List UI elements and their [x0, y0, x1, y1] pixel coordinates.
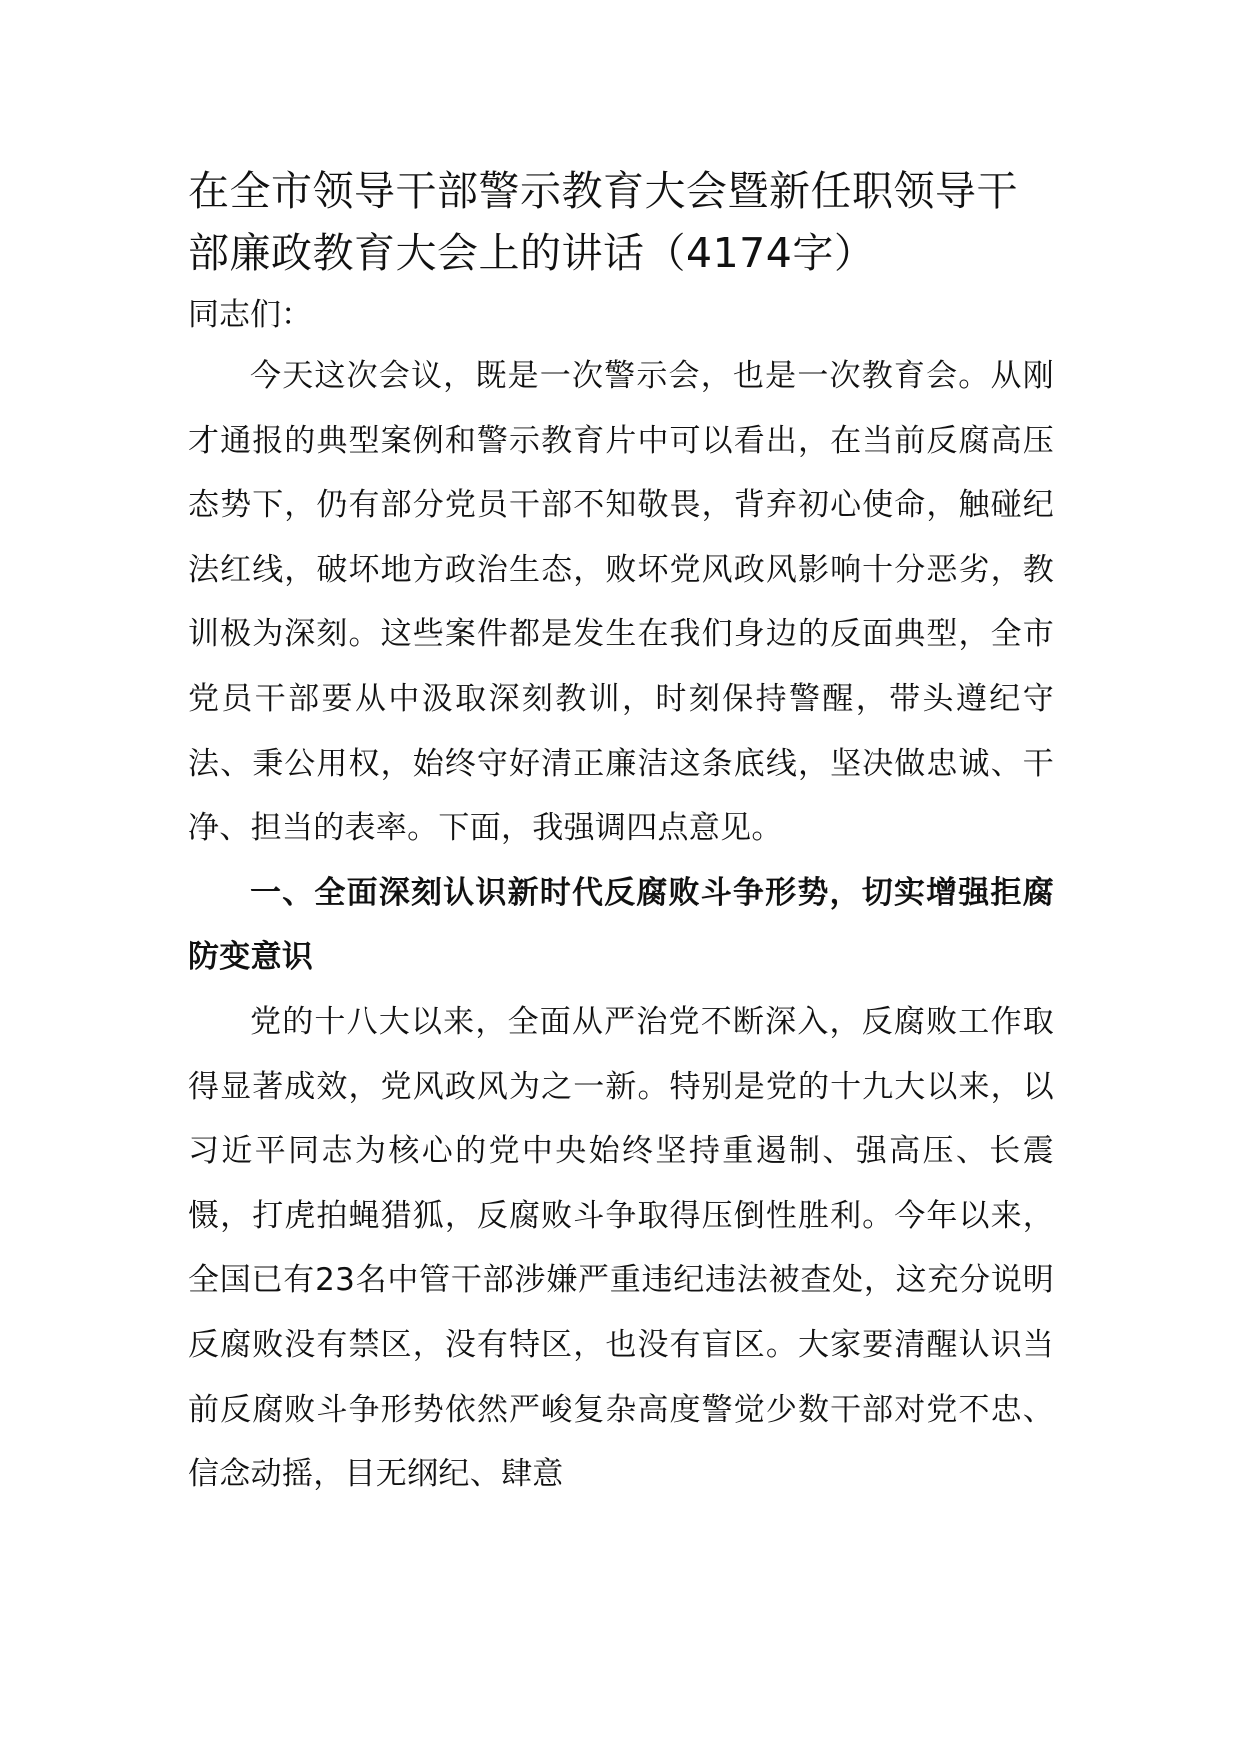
document-page	[188, 160, 1054, 1507]
opening-paragraph: 今天这次会议，既是一次警示会，也是一次教育会。从刚才通报的典型案例和警示教育片中可以看出，在当前反腐高压态势下，仍有部分党员干部不知敬畏，背弃初心使命，触碰纪法红线，破坏地方政治生态，败坏党风政风影响十分恶劣，教训极为深刻。这些案件都是发生在我们身边的反面典型，全市党员干部要从中汲取深刻教训，时刻保持警醒，带头遵纪守法、秉公用权，始终守好清正廉洁这条底线，坚决做忠诚、干净、担当的表率。下面，我强调四点意见。	[188, 358, 1054, 847]
salutation: 同志们：	[188, 297, 312, 333]
section-paragraph: 党的十八大以来，全面从严治党不断深入，反腐败工作取得显著成效，党风政风为之一新。特别是党的十九大以来，以习近平同志为核心的党中央始终坚持重遏制、强高压、长震慑，打虎拍蝇猎狐，反腐败斗争取得压倒性胜利。今年以来，全国已有23名中管干部涉嫌严重违纪违法被查处，这充分说明反腐败没有禁区，没有特区，也没有盲区。大家要清醒认识当前反腐败斗争形势依然严峻复杂高度警觉少数干部对党不忠、信念动摇，目无纲纪、肆意	[188, 1003, 1054, 1493]
section-heading: 一、全面深刻认识新时代反腐败斗争形势，切实增强拒腐防变意识	[188, 874, 1054, 976]
document-title: 在全市领导干部警示教育大会暨新任职领导干部廉政教育大会上的讲话（4174字）	[188, 167, 1018, 277]
